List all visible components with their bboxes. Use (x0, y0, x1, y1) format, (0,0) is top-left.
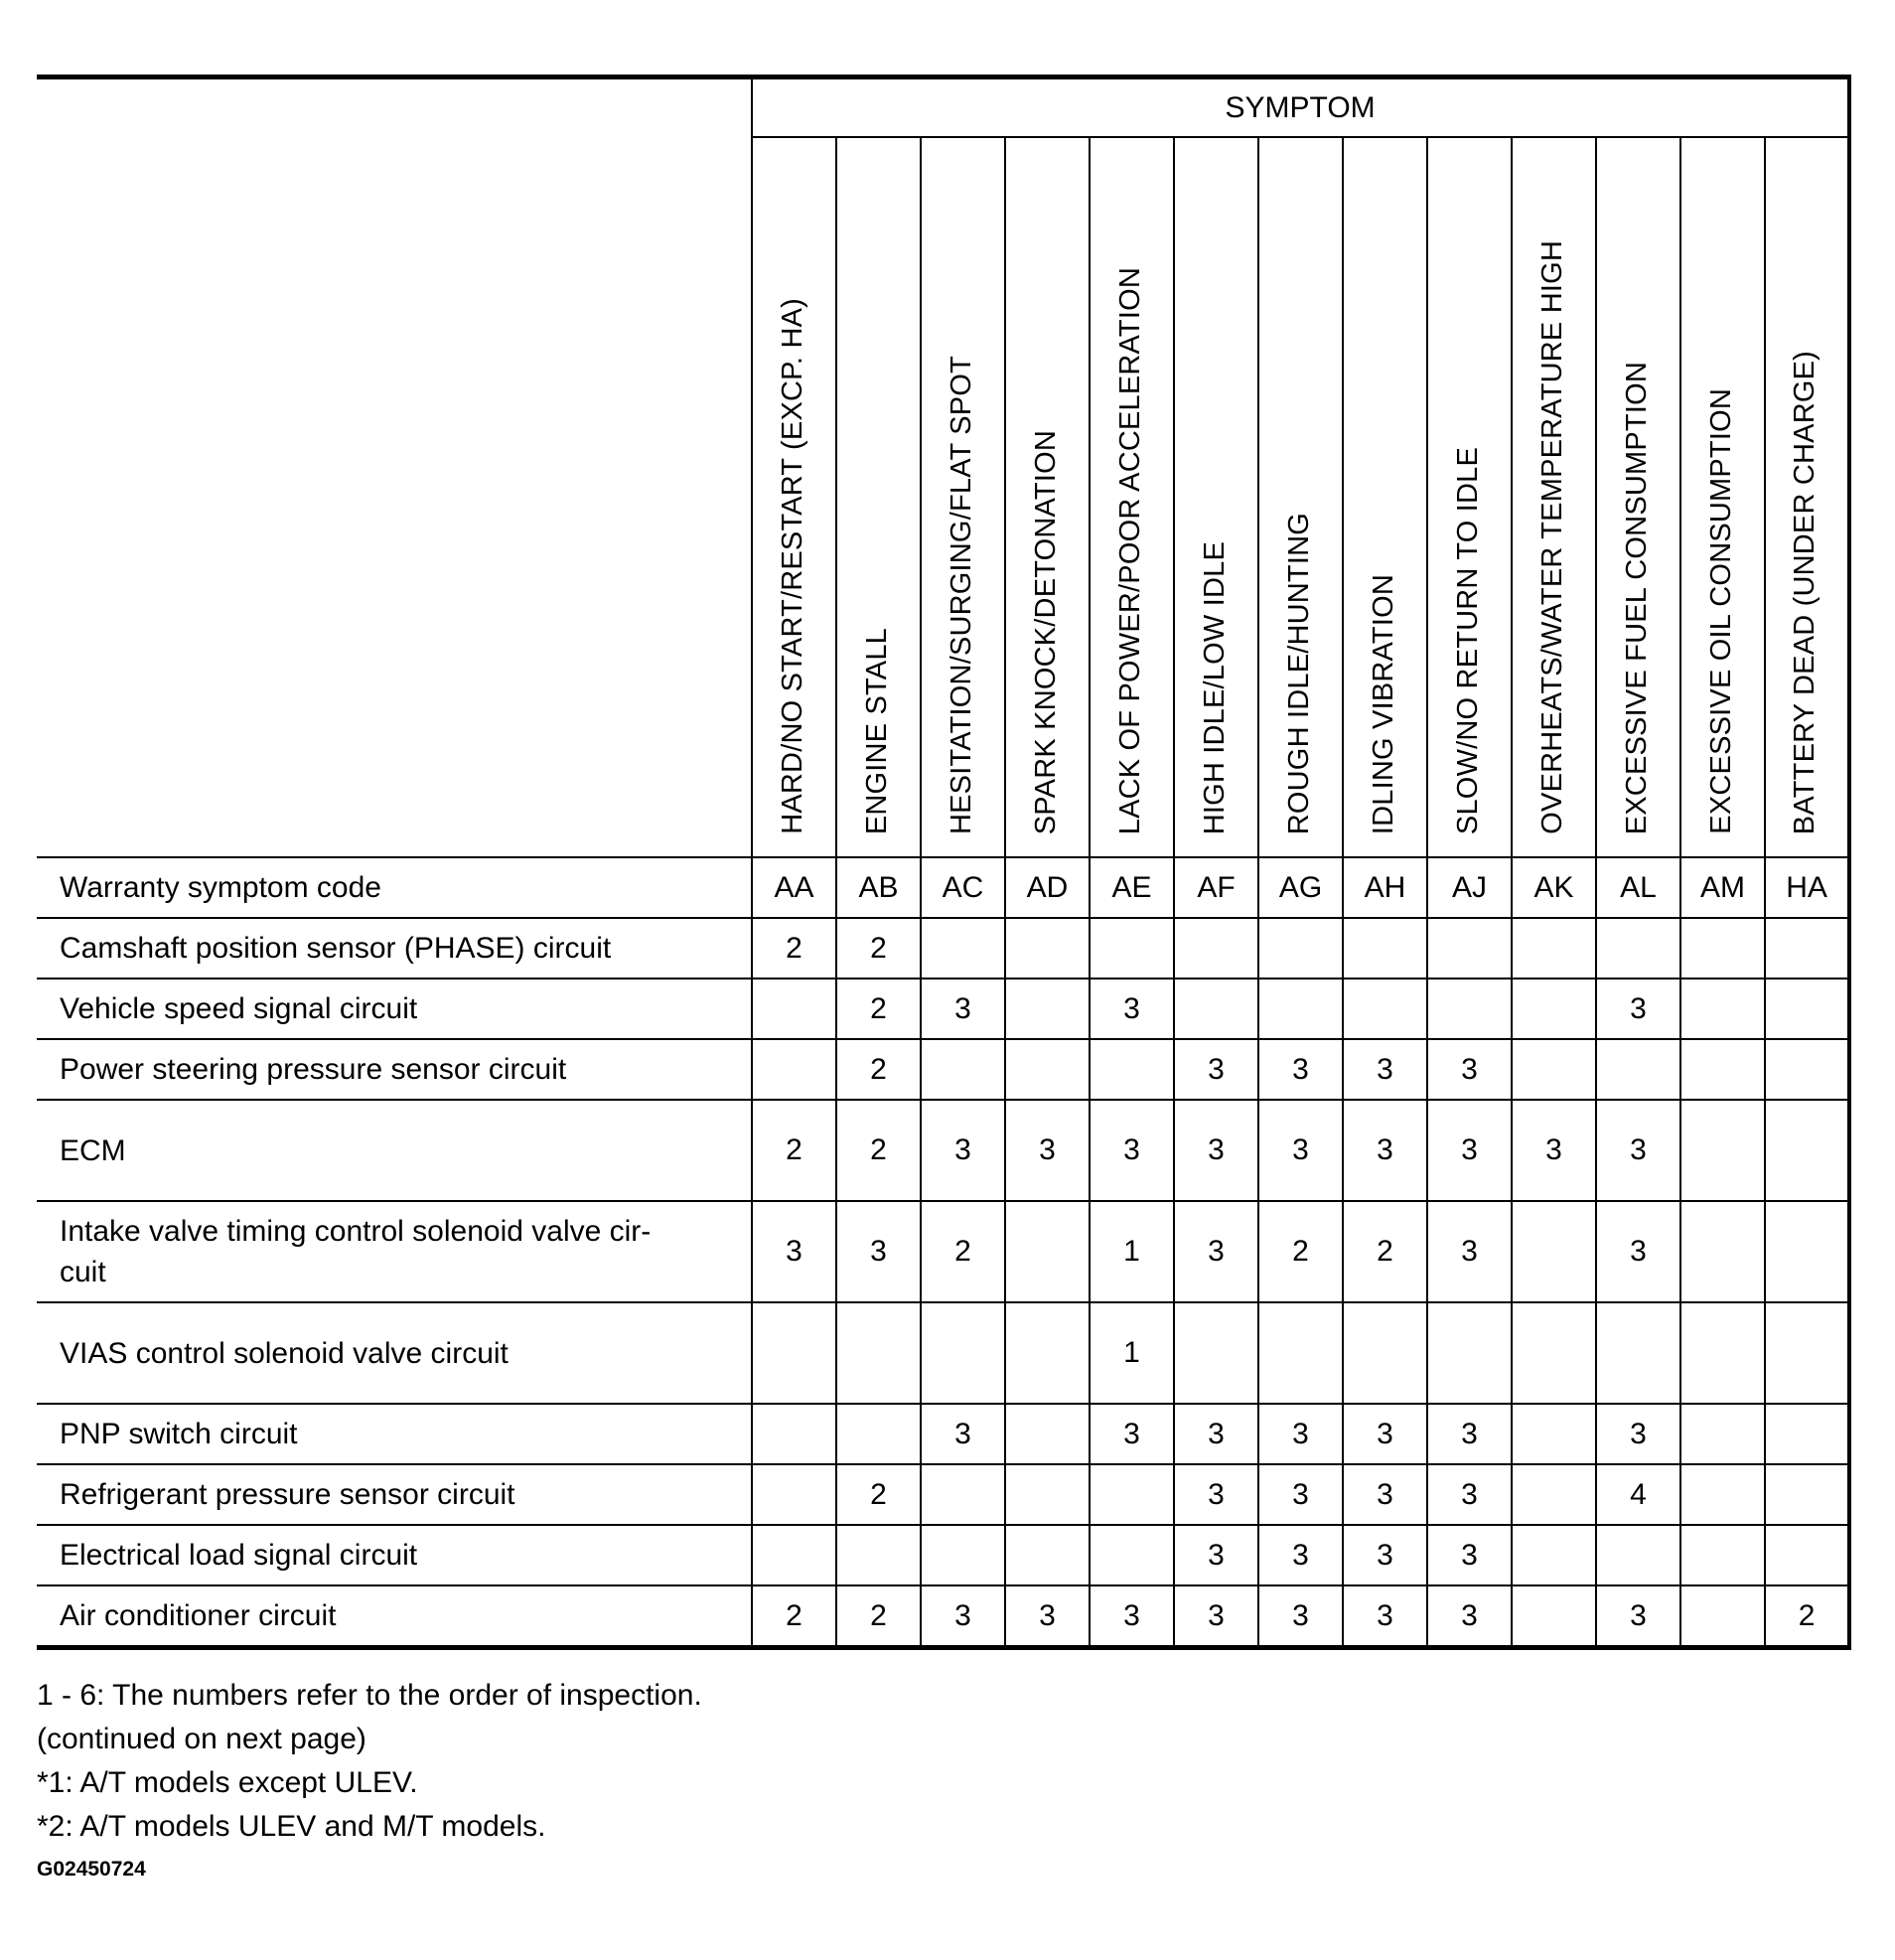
table-cell: 1 (1090, 1201, 1174, 1302)
table-cell (1005, 1201, 1090, 1302)
table-cell: 3 (1427, 1464, 1512, 1525)
table-cell: 3 (1174, 1464, 1258, 1525)
row-label: Refrigerant pressure sensor circuit (37, 1464, 752, 1525)
table-cell (1005, 1302, 1090, 1404)
table-cell: AG (1258, 857, 1343, 918)
table-cell: 3 (1174, 1404, 1258, 1464)
symptom-header (836, 137, 921, 857)
table-cell (1765, 1302, 1849, 1404)
symptom-header-label: ENGINE STALL (860, 627, 893, 834)
row-label: Electrical load signal circuit (37, 1525, 752, 1585)
table-cell: AH (1343, 857, 1427, 918)
table-cell: 3 (1174, 1039, 1258, 1100)
table-cell: 3 (1596, 1585, 1680, 1648)
table-cell: 2 (1343, 1201, 1427, 1302)
symptom-header-label: LACK OF POWER/POOR ACCELERATION (1113, 266, 1146, 834)
table-cell (1005, 1404, 1090, 1464)
table-cell (1005, 1039, 1090, 1100)
table-cell: 3 (752, 1201, 836, 1302)
table-cell: 3 (1005, 1100, 1090, 1201)
table-cell: 3 (921, 1100, 1005, 1201)
symptom-header-label: EXCESSIVE FUEL CONSUMPTION (1620, 361, 1653, 834)
table-cell: 1 (1090, 1302, 1174, 1404)
table-cell (1680, 1525, 1765, 1585)
table-cell (1090, 1464, 1174, 1525)
table-cell: 3 (1174, 1525, 1258, 1585)
table-cell (1512, 1585, 1596, 1648)
table-cell (1512, 1464, 1596, 1525)
table-cell (1680, 979, 1765, 1039)
table-cell: 3 (1090, 979, 1174, 1039)
symptom-header-label: EXCESSIVE OIL CONSUMPTION (1704, 388, 1737, 834)
table-cell (1680, 1039, 1765, 1100)
table-cell (752, 1464, 836, 1525)
table-cell (1005, 918, 1090, 979)
table-cell: 3 (1005, 1585, 1090, 1648)
table-cell (1680, 1464, 1765, 1525)
table-cell (1680, 1302, 1765, 1404)
table-row (37, 1404, 1849, 1464)
table-cell (1174, 1302, 1258, 1404)
table-cell: 3 (1343, 1100, 1427, 1201)
table-cell (1090, 918, 1174, 979)
table-cell: AE (1090, 857, 1174, 918)
table-cell: 3 (921, 1585, 1005, 1648)
row-label: Vehicle speed signal circuit (37, 979, 752, 1039)
table-cell (1258, 918, 1343, 979)
table-cell (1765, 918, 1849, 979)
table-cell (752, 1302, 836, 1404)
table-cell: 3 (1343, 1404, 1427, 1464)
table-cell (1258, 979, 1343, 1039)
table-cell: 3 (1258, 1039, 1343, 1100)
table-cell: AL (1596, 857, 1680, 918)
table-cell: 2 (836, 1464, 921, 1525)
table-cell (1090, 1525, 1174, 1585)
table-cell: 3 (1596, 1404, 1680, 1464)
symptom-title-row (37, 77, 1849, 138)
table-cell: 3 (1343, 1525, 1427, 1585)
table-cell: 3 (1343, 1039, 1427, 1100)
table-row (37, 979, 1849, 1039)
table-cell (1343, 979, 1427, 1039)
table-cell (1765, 1100, 1849, 1201)
table-cell (1765, 1525, 1849, 1585)
table-cell (752, 979, 836, 1039)
table-cell (1680, 1585, 1765, 1648)
table-row (37, 1464, 1849, 1525)
row-label: Camshaft position sensor (PHASE) circuit (37, 918, 752, 979)
table-cell: 3 (921, 979, 1005, 1039)
table-cell (1343, 918, 1427, 979)
symptom-header-label: OVERHEATS/WATER TEMPERATURE HIGH (1535, 240, 1568, 834)
table-row (37, 1039, 1849, 1100)
table-cell: AM (1680, 857, 1765, 918)
table-row (37, 1302, 1849, 1404)
row-label: ECM (37, 1100, 752, 1201)
symptom-header-label: SPARK KNOCK/DETONATION (1029, 429, 1062, 834)
row-label: Air conditioner circuit (37, 1585, 752, 1648)
table-cell (1596, 1039, 1680, 1100)
table-cell: AA (752, 857, 836, 918)
symptom-header (1343, 137, 1427, 857)
table-cell (1512, 1525, 1596, 1585)
symptom-header (1427, 137, 1512, 857)
symptom-header (1258, 137, 1343, 857)
symptom-header (1174, 137, 1258, 857)
table-cell: 3 (1427, 1585, 1512, 1648)
symptom-header (921, 137, 1005, 857)
table-cell (1005, 979, 1090, 1039)
footnote-line: (continued on next page) (37, 1723, 366, 1755)
table-cell: AC (921, 857, 1005, 918)
symptom-header (1090, 137, 1174, 857)
table-cell: 2 (752, 1585, 836, 1648)
table-cell (1596, 1525, 1680, 1585)
table-cell (1090, 1039, 1174, 1100)
table-cell: 3 (1427, 1100, 1512, 1201)
table-row (37, 918, 1849, 979)
table-cell: AB (836, 857, 921, 918)
table-cell: 3 (921, 1404, 1005, 1464)
table-cell (752, 1404, 836, 1464)
footnote-line: *2: A/T models ULEV and M/T models. (37, 1810, 546, 1843)
table-cell (1512, 979, 1596, 1039)
table-cell (1174, 918, 1258, 979)
symptom-header (1765, 137, 1849, 857)
symptom-header-label: HIGH IDLE/LOW IDLE (1198, 540, 1231, 834)
table-cell: 3 (1343, 1464, 1427, 1525)
row-label: Warranty symptom code (37, 857, 752, 918)
table-cell: 2 (836, 1039, 921, 1100)
row-label: VIAS control solenoid valve circuit (37, 1302, 752, 1404)
table-cell (752, 1039, 836, 1100)
table-cell (1343, 1302, 1427, 1404)
table-cell: 4 (1596, 1464, 1680, 1525)
table-cell: 2 (752, 1100, 836, 1201)
table-cell: AJ (1427, 857, 1512, 918)
table-cell (1427, 979, 1512, 1039)
table-cell (921, 918, 1005, 979)
table-cell: 2 (752, 918, 836, 979)
table-cell (1512, 918, 1596, 979)
table-cell: 3 (1512, 1100, 1596, 1201)
table-cell (1512, 1039, 1596, 1100)
table-cell (1765, 979, 1849, 1039)
table-row (37, 1201, 1849, 1302)
symptom-header (1005, 137, 1090, 857)
symptom-header (1596, 137, 1680, 857)
row-label: PNP switch circuit (37, 1404, 752, 1464)
table-cell (1680, 1404, 1765, 1464)
table-cell (1680, 918, 1765, 979)
table-cell: 2 (1765, 1585, 1849, 1648)
table-cell (1512, 1201, 1596, 1302)
symptom-header-label: IDLING VIBRATION (1367, 573, 1399, 834)
table-cell: 3 (1596, 979, 1680, 1039)
table-cell: 3 (836, 1201, 921, 1302)
symptom-header (752, 137, 836, 857)
table-cell (1596, 1302, 1680, 1404)
table-cell (1596, 918, 1680, 979)
table-cell: 2 (921, 1201, 1005, 1302)
table-cell (836, 1404, 921, 1464)
table-cell (1680, 1201, 1765, 1302)
table-cell: 2 (836, 979, 921, 1039)
table-cell: AF (1174, 857, 1258, 918)
symptom-header (1680, 137, 1765, 857)
table-cell: 3 (1427, 1525, 1512, 1585)
table-row (37, 1585, 1849, 1648)
table-cell: HA (1765, 857, 1849, 918)
table-cell (1427, 1302, 1512, 1404)
symptom-header-label: SLOW/NO RETURN TO IDLE (1451, 446, 1484, 834)
table-cell (1680, 1100, 1765, 1201)
figure-id: G02450724 (37, 1858, 146, 1881)
table-cell: 3 (1090, 1585, 1174, 1648)
table-cell: 2 (836, 1100, 921, 1201)
table-cell (1512, 1302, 1596, 1404)
table-cell: 3 (1174, 1100, 1258, 1201)
table-cell: 2 (1258, 1201, 1343, 1302)
symptom-header-label: HARD/NO START/RESTART (EXCP. HA) (776, 298, 808, 834)
table-cell: 2 (836, 918, 921, 979)
table-cell: 3 (1258, 1100, 1343, 1201)
table-cell (1765, 1039, 1849, 1100)
table-cell: 3 (1174, 1201, 1258, 1302)
symptom-matrix-table (37, 75, 1851, 1650)
table-cell (1174, 979, 1258, 1039)
symptom-header-label: ROUGH IDLE/HUNTING (1282, 512, 1315, 834)
table-cell: 3 (1427, 1201, 1512, 1302)
table-cell (752, 1525, 836, 1585)
table-cell: 3 (1343, 1585, 1427, 1648)
table-cell (1005, 1525, 1090, 1585)
symptom-title: SYMPTOM (752, 77, 1849, 138)
table-cell: 3 (1090, 1404, 1174, 1464)
table-cell (921, 1039, 1005, 1100)
table-cell (1765, 1404, 1849, 1464)
footnotes (37, 1674, 702, 1849)
table-cell: 3 (1427, 1404, 1512, 1464)
table-cell: 3 (1258, 1525, 1343, 1585)
table-cell (921, 1525, 1005, 1585)
table-cell (1512, 1404, 1596, 1464)
table-cell (1005, 1464, 1090, 1525)
row-label: Power steering pressure sensor circuit (37, 1039, 752, 1100)
table-cell (836, 1302, 921, 1404)
table-cell: 3 (1596, 1100, 1680, 1201)
warranty-code-row (37, 857, 1849, 918)
table-cell: 3 (1174, 1585, 1258, 1648)
table-cell: 3 (1258, 1464, 1343, 1525)
table-cell: AK (1512, 857, 1596, 918)
table-cell: 3 (1090, 1100, 1174, 1201)
table-cell: 3 (1427, 1039, 1512, 1100)
symptom-header (1512, 137, 1596, 857)
table-cell (836, 1525, 921, 1585)
table-cell (921, 1464, 1005, 1525)
table-cell: AD (1005, 857, 1090, 918)
table-cell (1765, 1201, 1849, 1302)
table-row (37, 1100, 1849, 1201)
table-cell: 3 (1258, 1585, 1343, 1648)
table-cell: 3 (1596, 1201, 1680, 1302)
symptom-header-label: HESITATION/SURGING/FLAT SPOT (945, 355, 977, 834)
table-cell (1765, 1464, 1849, 1525)
blank-corner-cell (37, 77, 752, 858)
table-cell (1258, 1302, 1343, 1404)
table-row (37, 1525, 1849, 1585)
table-cell: 2 (836, 1585, 921, 1648)
table-cell: 3 (1258, 1404, 1343, 1464)
table-cell (1427, 918, 1512, 979)
symptom-header-label: BATTERY DEAD (UNDER CHARGE) (1788, 350, 1821, 834)
table-cell (921, 1302, 1005, 1404)
footnote-line: 1 - 6: The numbers refer to the order of inspection. (37, 1679, 702, 1712)
row-label: Intake valve timing control solenoid valve cir- cuit (37, 1201, 752, 1302)
footnote-line: *1: A/T models except ULEV. (37, 1766, 418, 1799)
